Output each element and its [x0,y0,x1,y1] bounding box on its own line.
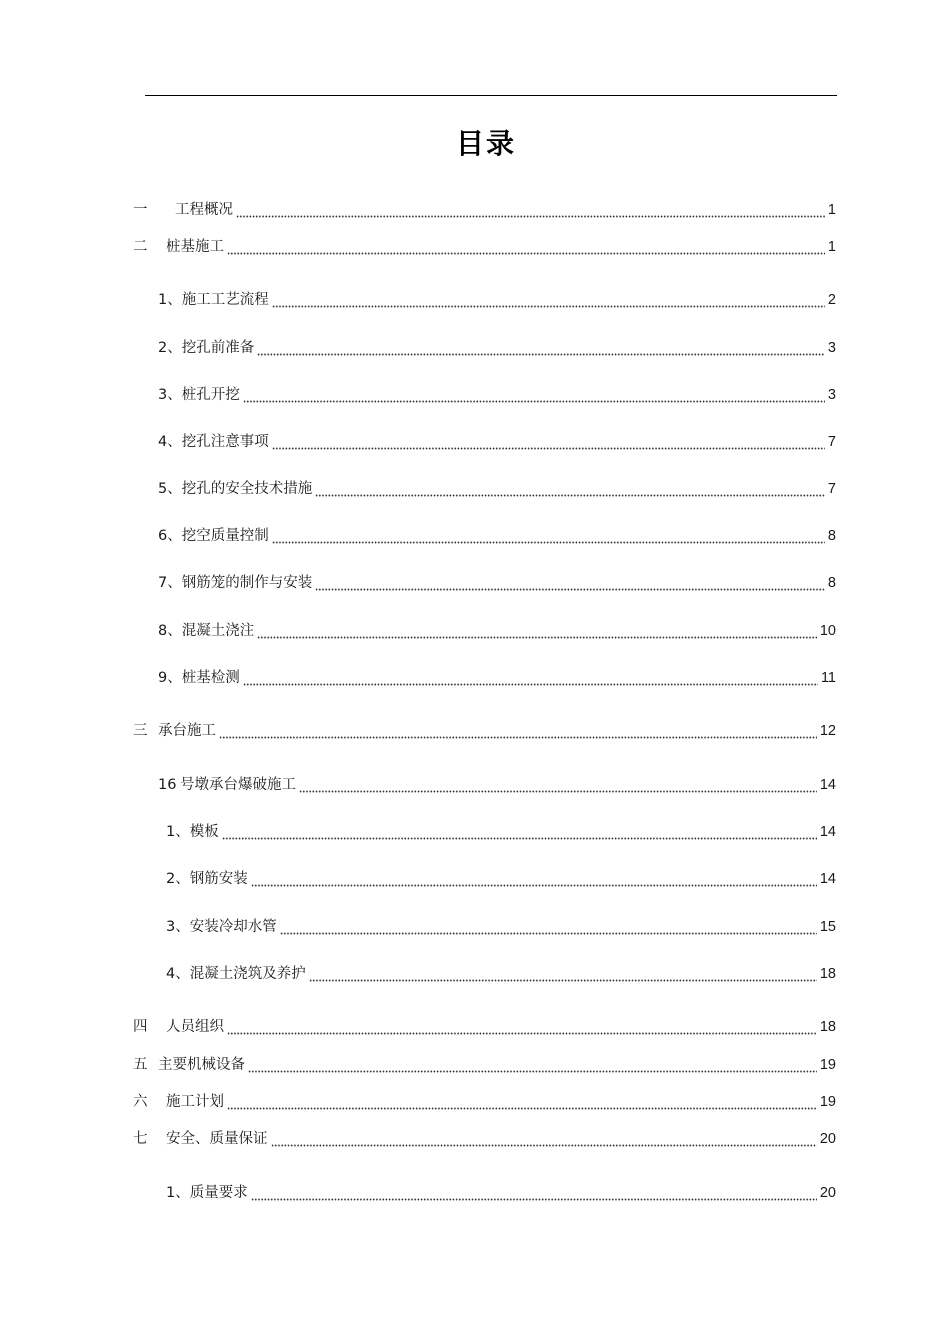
toc-entry-page: 7 [827,434,836,450]
toc-entry-number: 9、 [158,670,182,686]
toc-entry-number: 3、 [158,387,182,403]
toc-leader-dots [219,721,817,741]
toc-entry[interactable] [133,721,836,741]
toc-entry-label: 钢筋安装 [189,871,248,887]
toc-entry[interactable] [133,237,836,257]
toc-entry-label: 挖孔注意事项 [181,434,269,450]
toc-leader-dots [257,621,817,641]
toc-entry-number: 三 [133,723,148,739]
toc-entry[interactable] [133,1129,836,1149]
toc-leader-dots [227,237,825,257]
toc-entry-label: 工程概况 [175,202,233,218]
toc-entry-label: 号墩承台爆破施工 [180,777,296,793]
toc-entry-number: 六 [133,1094,148,1110]
toc-title: 目录 [455,127,516,160]
toc-entry-number: 16 [158,777,177,793]
toc-entry[interactable] [158,479,836,499]
toc-entry-number: 一 [133,202,148,218]
toc-entry-label: 混凝土浇筑及养护 [189,966,306,982]
toc-entry-label: 承台施工 [158,723,216,739]
toc-entry-number: 4、 [158,434,182,450]
toc-entry-number: 8、 [158,623,182,639]
toc-entry-page: 1 [827,202,836,218]
toc-entry[interactable] [158,668,836,688]
toc-entry[interactable] [166,869,836,889]
toc-entry-number: 1、 [158,292,182,308]
toc-leader-dots [251,869,817,889]
toc-entry-label: 主要机械设备 [158,1057,245,1073]
toc-entry-number: 4、 [166,966,190,982]
toc-entry[interactable] [158,526,836,546]
toc-entry-number: 五 [133,1057,148,1073]
toc-entry-page: 14 [819,871,836,887]
toc-entry-page: 19 [819,1094,836,1110]
toc-entry-label: 混凝土浇注 [181,623,255,639]
toc-leader-dots [257,338,825,358]
toc-entry-page: 15 [819,919,836,935]
toc-entry[interactable] [133,1017,836,1037]
toc-entry-label: 模板 [189,824,219,840]
toc-entry[interactable] [133,200,836,220]
toc-entry-label: 桩孔开挖 [181,387,240,403]
toc-entry-label: 施工工艺流程 [181,292,269,308]
toc-leader-dots [272,526,825,546]
toc-entry-page: 19 [819,1057,836,1073]
toc-leader-dots [272,290,825,310]
toc-entry[interactable] [166,917,836,937]
toc-leader-dots [227,1017,817,1037]
toc-leader-dots [227,1092,817,1112]
toc-entry-number: 3、 [166,919,190,935]
toc-leader-dots [309,964,817,984]
toc-entry-page: 3 [827,387,836,403]
toc-entry-number: 七 [133,1131,148,1147]
toc-entry-number: 2、 [166,871,190,887]
toc-entry-label: 钢筋笼的制作与安装 [181,575,313,591]
toc-leader-dots [243,385,825,405]
toc-entry-page: 20 [819,1185,836,1201]
toc-leader-dots [222,822,817,842]
toc-entry-page: 1 [827,239,836,255]
toc-entry-number: 5、 [158,481,182,497]
toc-entry-label: 质量要求 [189,1185,248,1201]
toc-entry[interactable] [133,1092,836,1112]
toc-entry[interactable] [166,964,836,984]
toc-entry[interactable] [158,385,836,405]
toc-entry-label: 挖空质量控制 [181,528,269,544]
toc-entry[interactable] [166,822,836,842]
toc-entry[interactable] [158,573,836,593]
toc-entry-page: 14 [819,824,836,840]
toc-entry-page: 7 [827,481,836,497]
toc-entry-page: 12 [819,723,836,739]
toc-entry-page: 18 [819,1019,836,1035]
header-rule [145,95,837,96]
toc-leader-dots [236,200,825,220]
toc-entry-page: 3 [827,340,836,356]
toc-entry-page: 18 [819,966,836,982]
toc-leader-dots [299,775,817,795]
toc-entry-page: 8 [827,528,836,544]
toc-entry-number: 1、 [166,824,190,840]
toc-leader-dots [272,432,825,452]
toc-entry[interactable] [166,1183,836,1203]
toc-leader-dots [243,668,818,688]
toc-entry-label: 挖孔的安全技术措施 [181,481,313,497]
toc-leader-dots [315,573,825,593]
toc-entry[interactable] [158,775,836,795]
toc-entry-label: 挖孔前准备 [181,340,255,356]
toc-entry-page: 14 [819,777,836,793]
toc-entry-number: 2、 [158,340,182,356]
toc-entry[interactable] [158,338,836,358]
toc-leader-dots [280,917,817,937]
toc-entry-page: 8 [827,575,836,591]
toc-entry[interactable] [158,290,836,310]
toc-entry-number: 四 [133,1019,148,1035]
toc-entry[interactable] [133,1055,836,1075]
toc-entry-number: 7、 [158,575,182,591]
toc-entry-number: 二 [133,239,148,255]
toc-entry-label: 桩基检测 [181,670,240,686]
toc-entry[interactable] [158,621,836,641]
toc-entry-label: 桩基施工 [166,239,224,255]
toc-leader-dots [251,1183,817,1203]
toc-entry-label: 安装冷却水管 [189,919,277,935]
toc-entry-label: 安全、质量保证 [166,1131,268,1147]
toc-leader-dots [271,1129,817,1149]
toc-entry-number: 6、 [158,528,182,544]
toc-entry[interactable] [158,432,836,452]
toc-entry-label: 施工计划 [166,1094,224,1110]
toc-entry-number: 1、 [166,1185,190,1201]
toc-leader-dots [315,479,825,499]
toc-entry-page: 10 [819,623,836,639]
toc-entry-page: 11 [820,670,836,686]
toc-leader-dots [248,1055,817,1075]
toc-entry-label: 人员组织 [166,1019,224,1035]
toc-entry-page: 2 [827,292,836,308]
toc-entry-page: 20 [819,1131,836,1147]
